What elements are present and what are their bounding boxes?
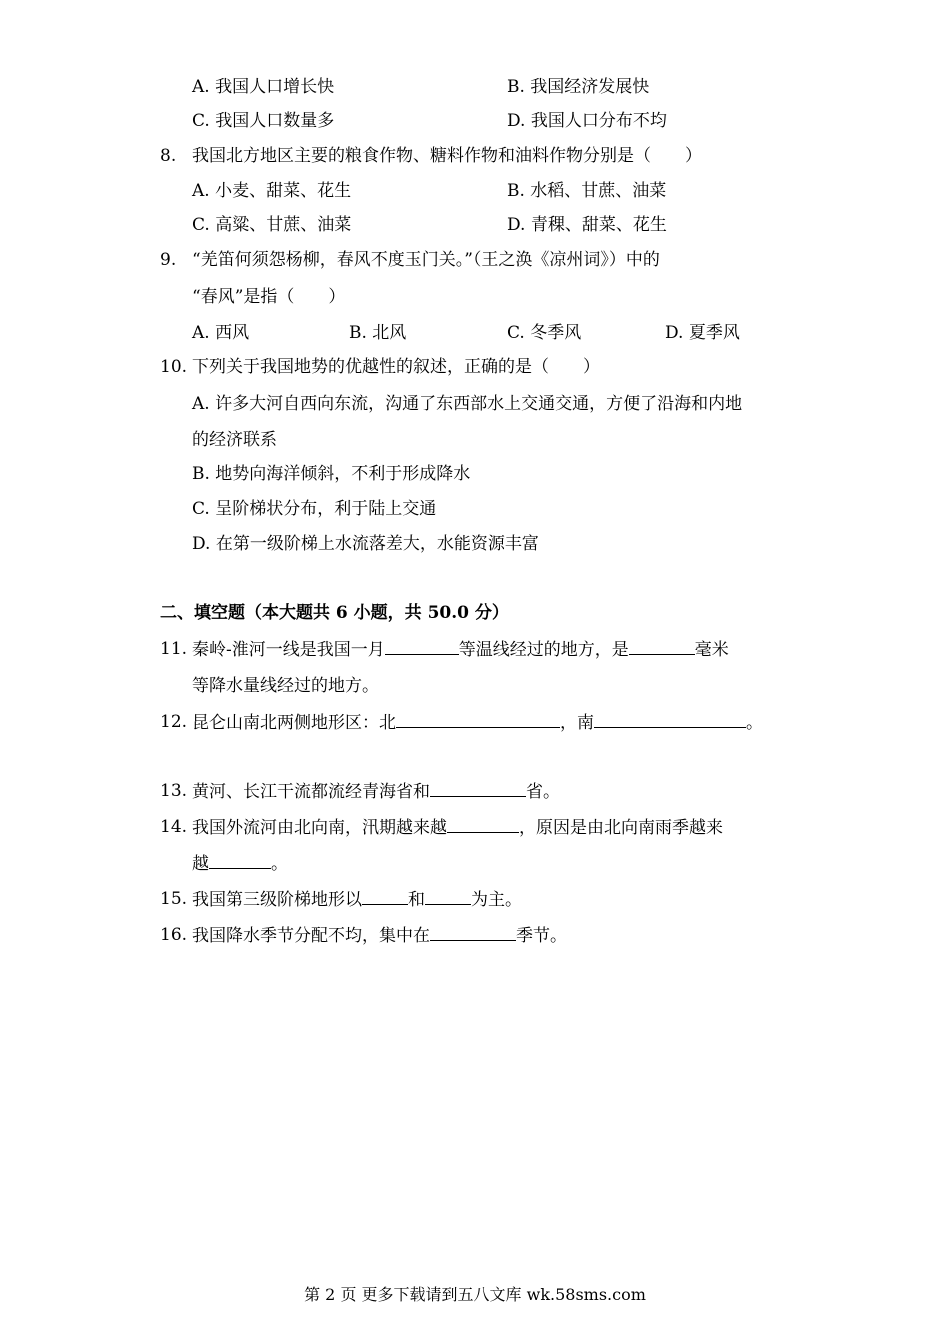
q16-text-2: 季节。 (516, 926, 567, 946)
q14-text-3: 越 (192, 854, 209, 874)
q7-option-b: B. 我国经济发展快 (507, 77, 650, 97)
q11-line2: 等降水量线经过的地方。 (192, 676, 379, 696)
q14-text-1: 我国外流河由北向南，汛期越来越 (192, 818, 447, 838)
q12-line (192, 711, 763, 734)
q10-option-c: C. 呈阶梯状分布，利于陆上交通 (192, 499, 437, 519)
q13-number: 13. (160, 781, 188, 801)
q13-text-1: 黄河、长江干流都流经青海省和 (192, 782, 430, 802)
q11-number: 11. (160, 639, 188, 659)
q11-blank-1[interactable] (385, 638, 459, 655)
section-2-title (160, 602, 509, 624)
q8-option-b: B. 水稻、甘蔗、油菜 (507, 181, 667, 201)
q12-text-3: 。 (746, 713, 763, 733)
q15-text-2: 和 (408, 890, 425, 910)
q14-text-2: ，原因是由北向南雨季越来 (519, 818, 723, 838)
q15-blank-1[interactable] (362, 888, 408, 905)
q10-number: 10. (160, 357, 188, 377)
q9-option-d: D. 夏季风 (665, 323, 740, 343)
q12-blank-north[interactable] (396, 711, 560, 728)
q15-text-3: 为主。 (471, 890, 522, 910)
q14-number: 14. (160, 817, 188, 837)
q10-stem: 下列关于我国地势的优越性的叙述，正确的是（ ） (192, 357, 600, 377)
q9-option-a: A. 西风 (192, 323, 250, 343)
q15-line (192, 888, 522, 911)
q16-text-1: 我国降水季节分配不均，集中在 (192, 926, 430, 946)
q8-stem: 我国北方地区主要的粮食作物、糖料作物和油料作物分别是（ ） (192, 146, 702, 166)
q12-blank-south[interactable] (594, 711, 746, 728)
q8-option-c: C. 高粱、甘蔗、油菜 (192, 215, 352, 235)
q10-option-a-line2: 的经济联系 (192, 430, 277, 450)
q15-blank-2[interactable] (425, 888, 471, 905)
q9-option-c: C. 冬季风 (507, 323, 582, 343)
q8-number: 8. (160, 146, 177, 166)
q9-stem-line2: “春风”是指（ ） (192, 287, 346, 307)
q14-text-4: 。 (271, 854, 288, 874)
q16-blank[interactable] (430, 924, 516, 941)
q11-line1 (192, 638, 729, 661)
q14-blank-2[interactable] (209, 852, 271, 869)
q14-line2 (192, 852, 288, 875)
q14-blank-1[interactable] (447, 816, 519, 833)
q16-line (192, 924, 567, 947)
q15-text-1: 我国第三级阶梯地形以 (192, 890, 362, 910)
q7-option-a: A. 我国人口增长快 (192, 77, 335, 97)
section-2-subtitle: （本大题共 6 小题，共 50.0 分） (245, 603, 509, 623)
q9-stem-line1: “羌笛何须怨杨柳，春风不度玉门关。”（王之涣《凉州词》）中的 (192, 250, 660, 270)
q12-text-1: 昆仑山南北两侧地形区：北 (192, 713, 396, 733)
q11-text-2: 等温线经过的地方，是 (458, 640, 629, 660)
page-footer: 第 2 页 更多下载请到五八文库 wk.58sms.com (304, 1285, 646, 1304)
q12-number: 12. (160, 712, 188, 732)
q7-option-c: C. 我国人口数量多 (192, 111, 335, 131)
q8-option-d: D. 青稞、甜菜、花生 (507, 215, 667, 235)
q16-number: 16. (160, 925, 188, 945)
q11-text-1: 秦岭-淮河一线是我国一月 (192, 640, 385, 660)
q9-option-b: B. 北风 (349, 323, 407, 343)
q13-blank[interactable] (430, 780, 526, 797)
q12-text-2: ，南 (560, 713, 594, 733)
q11-blank-2[interactable] (629, 638, 695, 655)
section-2-heading: 二、填空题 (160, 603, 245, 623)
q10-option-b: B. 地势向海洋倾斜，不利于形成降水 (192, 464, 471, 484)
q11-text-3: 毫米 (694, 640, 729, 660)
q13-line (192, 780, 560, 803)
q9-number: 9. (160, 250, 177, 270)
q8-option-a: A. 小麦、甜菜、花生 (192, 181, 352, 201)
q10-option-a-line1: A. 许多大河自西向东流，沟通了东西部水上交通交通，方便了沿海和内地 (192, 394, 743, 414)
q15-number: 15. (160, 889, 188, 909)
q14-line1 (192, 816, 723, 839)
q7-option-d: D. 我国人口分布不均 (507, 111, 667, 131)
q10-option-d: D. 在第一级阶梯上水流落差大，水能资源丰富 (192, 534, 539, 554)
q13-text-2: 省。 (526, 782, 560, 802)
